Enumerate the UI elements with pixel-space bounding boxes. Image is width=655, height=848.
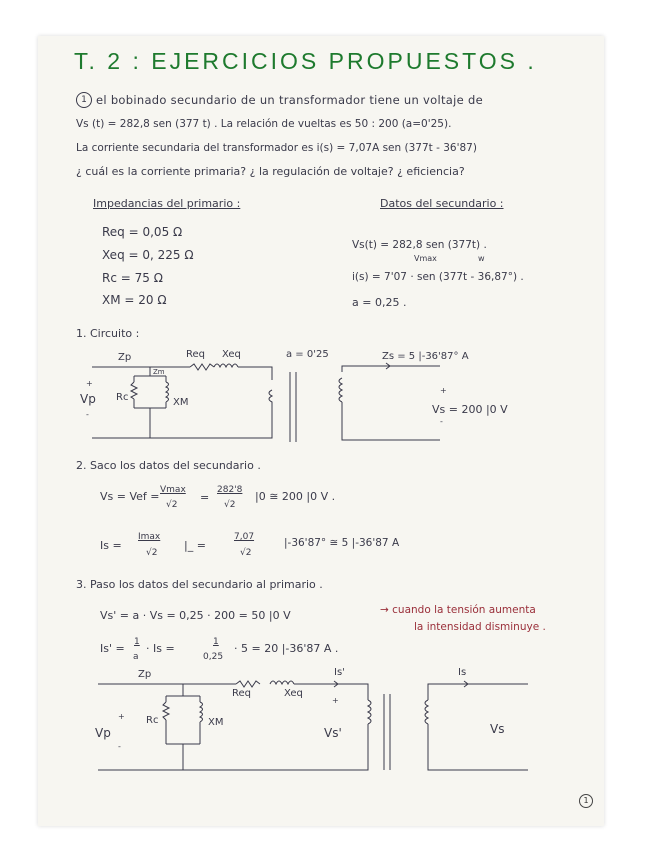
vs-prime-eq: Vs' = a · Vs = 0,25 · 200 = 50 |0 V: [100, 609, 291, 622]
vp-plus-2: +: [118, 712, 125, 721]
is-label-2: Is: [458, 667, 467, 678]
page-title: T. 2 : EJERCICIOS PROPUESTOS .: [74, 48, 537, 74]
vp-minus-1: -: [86, 410, 89, 419]
is-rms-num: Imax: [138, 532, 161, 542]
step-3-label: 3. Paso los datos del secundario al primario .: [76, 578, 323, 591]
statement-line-2: Vs (t) = 282,8 sen (377 t) . La relación de vueltas es 50 : 200 (a=0'25).: [76, 118, 452, 130]
vs-rms-num: Vmax: [160, 485, 186, 495]
vp-label-2: Vp: [95, 726, 111, 740]
vs-rms-num2: 282'8: [217, 485, 243, 495]
vmax-annotation: Vmax: [414, 254, 437, 263]
vs-rms-den: √2: [166, 500, 178, 510]
zs-label: Zs = 5 |-36'87° A: [382, 351, 469, 362]
is-rms-den: √2: [146, 548, 158, 558]
xm-label-2: XM: [208, 717, 224, 728]
is-prime-den: a: [133, 652, 139, 662]
vs-rms-eq: =: [200, 491, 210, 504]
is-prime-num: 1: [134, 637, 140, 647]
is-prime-lhs: Is' =: [100, 642, 125, 655]
note-line-1: → cuando la tensión aumenta: [380, 604, 536, 616]
is-prime-den2: 0,25: [203, 652, 224, 662]
step-2-label: 2. Saco los datos del secundario .: [76, 459, 261, 472]
xeq-label-1: Xeq: [222, 349, 241, 360]
note-line-2: la intensidad disminuye .: [414, 621, 546, 633]
omega-annotation: w: [478, 254, 485, 263]
req-value: Req = 0,05 Ω: [102, 225, 183, 239]
rc-label-2: Rc: [146, 715, 159, 726]
page-number: 1: [579, 794, 593, 808]
is-prime-mid: · Is =: [146, 642, 175, 655]
problem-number: 1: [76, 92, 92, 108]
is-time-expression: i(s) = 7'07 · sen (377t - 36,87°) .: [352, 271, 524, 283]
ratio-label: a = 0'25: [286, 349, 329, 360]
xm-label-1: XM: [173, 397, 189, 408]
vs-minus-1: -: [440, 417, 443, 426]
vs-rms-lhs: Vs = Vef =: [100, 490, 160, 503]
statement-line-4: ¿ cuál es la corriente primaria? ¿ la regulación de voltaje? ¿ eficiencia?: [76, 165, 465, 178]
vp-label-1: Vp: [80, 392, 96, 406]
rc-value: Rc = 75 Ω: [102, 271, 163, 285]
vs-plus-1: +: [440, 386, 447, 395]
req-label-2: Req: [232, 688, 251, 699]
statement-line-3: La corriente secundaria del transformador es i(s) = 7,07A sen (377t - 36'87): [76, 142, 477, 154]
xm-value: XM = 20 Ω: [102, 293, 167, 307]
is-rms-lhs: Is =: [100, 539, 122, 552]
is-rms-num2: 7,07: [234, 532, 255, 542]
vs-label-2: Vs: [490, 722, 505, 736]
turns-ratio-value: a = 0,25 .: [352, 296, 407, 309]
vs-prime-label: Vs': [324, 726, 342, 740]
is-rms-result: |-36'87° ≅ 5 |-36'87 A: [284, 537, 400, 549]
vs-time-expression: Vs(t) = 282,8 sen (377t) .: [352, 239, 487, 251]
is-rms-den2: √2: [240, 548, 252, 558]
vs-label-1: Vs = 200 |0 V: [432, 403, 508, 416]
is-rms-mid: |_ =: [184, 539, 206, 552]
statement-line-1: el bobinado secundario de un transformador tiene un voltaje de: [96, 93, 483, 107]
vs-rms-den2: √2: [224, 500, 236, 510]
secondary-heading: Datos del secundario :: [380, 197, 504, 210]
zp-label-1: Zp: [118, 352, 132, 363]
is-prime-num2: 1: [213, 637, 219, 647]
step-1-label: 1. Circuito :: [76, 327, 140, 340]
zm-label: Zm: [153, 368, 165, 376]
req-label-1: Req: [186, 349, 205, 360]
vs-prime-plus: +: [332, 696, 339, 705]
vp-minus-2: -: [118, 742, 121, 751]
rc-label-1: Rc: [116, 392, 129, 403]
vs-rms-result: |0 ≅ 200 |0 V .: [255, 490, 336, 503]
vp-plus-1: +: [86, 379, 93, 388]
xeq-label-2: Xeq: [284, 688, 303, 699]
xeq-value: Xeq = 0, 225 Ω: [102, 248, 194, 262]
is-prime-result: · 5 = 20 |-36'87 A .: [234, 642, 339, 655]
zp-label-2: Zp: [138, 669, 152, 680]
is-prime-label: Is': [334, 667, 345, 678]
impedances-heading: Impedancias del primario :: [93, 197, 241, 210]
